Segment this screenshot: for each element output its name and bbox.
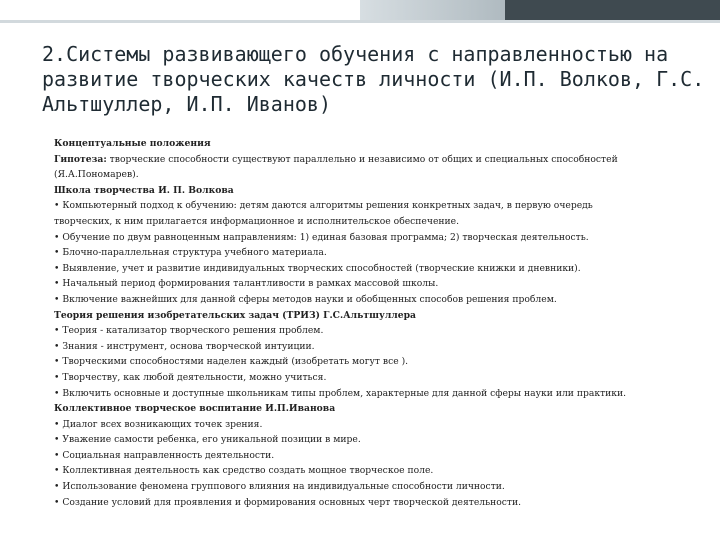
ivanov-bullet: • Коллективная деятельность как средство создать мощное творческое поле. <box>54 463 694 479</box>
triz-bullet: • Знания - инструмент, основа творческой интуиции. <box>54 339 694 355</box>
triz-bullet: • Творческими способностями наделен каждый (изобретать могут все ). <box>54 354 694 370</box>
slide-title: 2.Системы развивающего обучения с направленностью на развитие творческих качеств личности (И.П. Волков, Г.С. Альтшуллер, И.П. Иванов) <box>42 42 705 116</box>
triz-bullet: • Теория - катализатор творческого решения проблем. <box>54 323 694 339</box>
volkov-heading: Школа творчества И. П. Волкова <box>54 184 234 196</box>
hypothesis-author: (Я.А.Пономарев). <box>54 169 139 181</box>
volkov-bullet-1: • Компьютерный подход к обучению: детям даются алгоритмы решения конкретных задач, в первую очередь <box>54 198 694 214</box>
hypothesis-text: творческие способности существуют параллельно и независимо от общих и специальных способностей <box>106 153 618 165</box>
slide-content <box>54 136 694 510</box>
volkov-bullet: • Обучение по двум равноценным направлениям: 1) единая базовая программа; 2) творческая деятельность. <box>54 230 694 246</box>
ivanov-bullet: • Диалог всех возникающих точек зрения. <box>54 417 694 433</box>
top-decor-accent <box>360 0 510 20</box>
volkov-bullet: • Выявление, учет и развитие индивидуальных творческих способностей (творческие книжки и дневники). <box>54 261 694 277</box>
triz-heading: Теория решения изобретательских задач (ТРИЗ) Г.С.Альтшуллера <box>54 309 417 321</box>
ivanov-heading: Коллективное творческое воспитание И.П.Иванова <box>54 403 336 415</box>
ivanov-bullet: • Социальная направленность деятельности. <box>54 448 694 464</box>
top-decor-dark <box>505 0 720 20</box>
triz-bullet: • Включить основные и доступные школьникам типы проблем, характерные для данной сферы науки или практики. <box>54 386 694 402</box>
volkov-bullet: • Включение важнейших для данной сферы методов науки и обобщенных способов решения проблем. <box>54 292 694 308</box>
concept-heading: Концептуальные положения <box>54 138 211 149</box>
volkov-bullet-1-cont: творческих, к ним прилагается информационное и исполнительское обеспечение. <box>54 215 459 227</box>
triz-bullet: • Творчеству, как любой деятельности, можно учиться. <box>54 370 694 386</box>
hypothesis-line <box>54 152 694 168</box>
hypothesis-label: Гипотеза: <box>54 153 107 165</box>
volkov-bullet: • Блочно-параллельная структура учебного материала. <box>54 245 694 261</box>
ivanov-bullet: • Использование феномена группового влияния на индивидуальные способности личности. <box>54 479 694 495</box>
volkov-bullet: • Начальный период формирования талантливости в рамках массовой школы. <box>54 276 694 292</box>
ivanov-bullet: • Создание условий для проявления и формирования основных черт творческой деятельности. <box>54 495 694 511</box>
ivanov-bullet: • Уважение самости ребенка, его уникальной позиции в мире. <box>54 432 694 448</box>
top-decor-line <box>0 20 720 23</box>
